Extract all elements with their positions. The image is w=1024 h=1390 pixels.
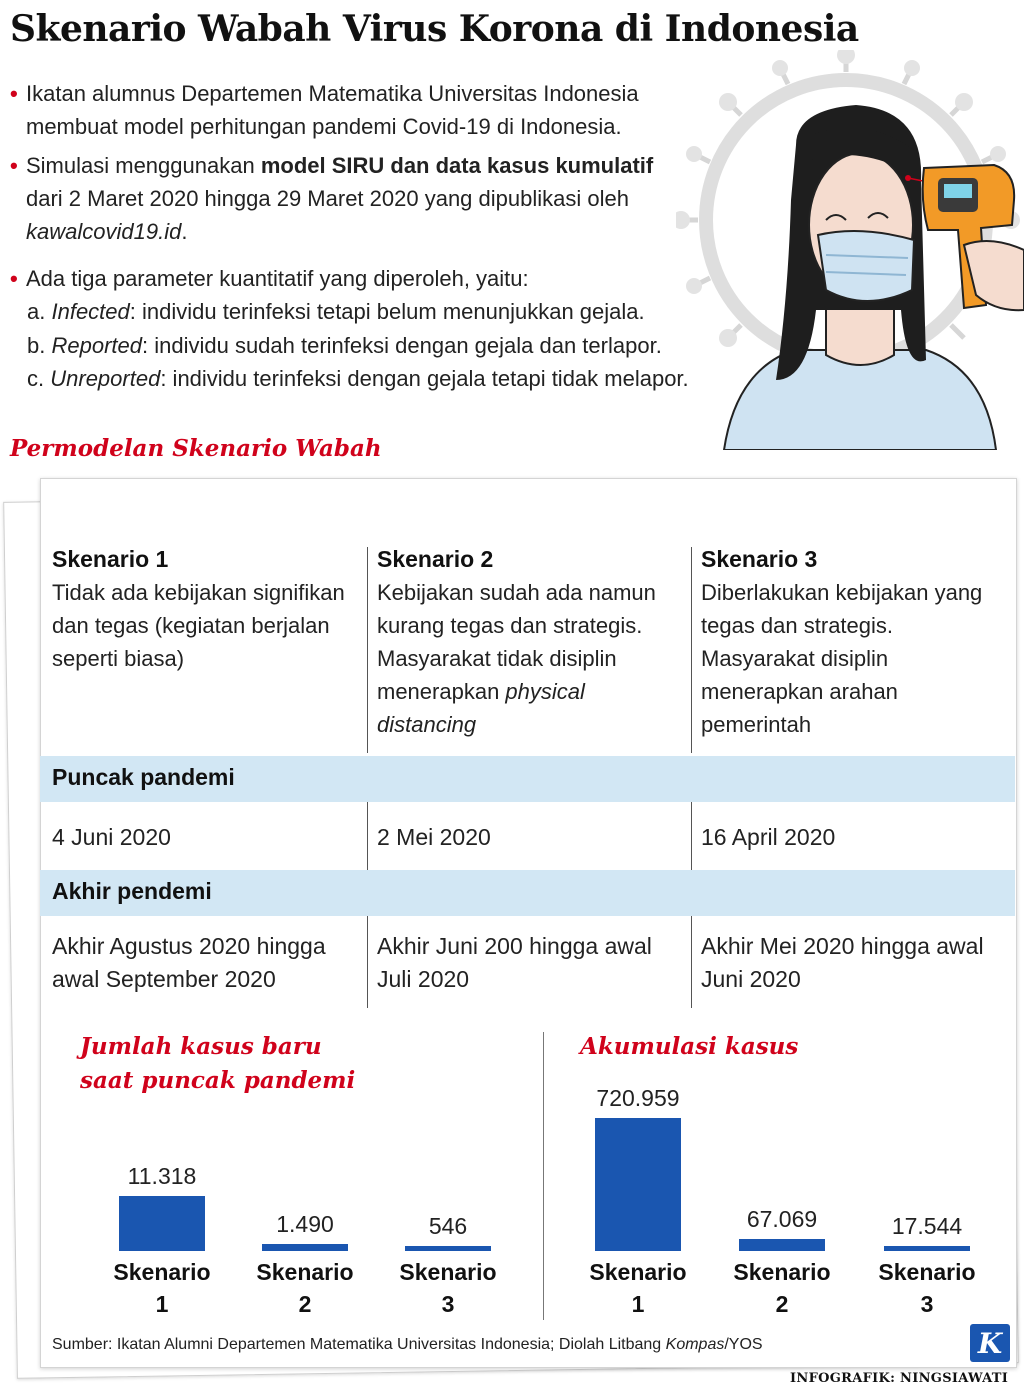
woman-thermometer-illustration (676, 50, 1024, 450)
chart-1-category-label-1: Skenario 1 (113, 1259, 211, 1317)
intro-bullet-3-text: Ada tiga parameter kuantitatif yang diperoleh, yaitu: (26, 266, 529, 291)
param-term: Unreported (50, 366, 161, 391)
column-divider (367, 802, 368, 870)
chart-2-category-label-2: Skenario 2 (733, 1259, 831, 1317)
source-suffix: /YOS (724, 1336, 763, 1353)
param-desc: : individu terinfeksi dengan gejala tetapi tidak melapor. (160, 366, 689, 391)
intro-bullet-2-post: dari 2 Maret 2020 hingga 29 Maret 2020 yang dipublikasi oleh (26, 186, 629, 211)
chart-divider (543, 1032, 544, 1320)
section-heading: Permodelan Skenario Wabah (10, 435, 382, 462)
intro-bullet-2-bold: model SIRU dan data kasus kumulatif (260, 153, 654, 178)
scenario-2-desc (377, 576, 682, 741)
scenario-3-desc: Diberlakukan kebijakan yang tegas dan strategis. Masyarakat disiplin menerapkan arahan pemerintah (701, 580, 983, 737)
column-divider (367, 547, 368, 753)
chart-2-title: Akumulasi kasus (580, 1033, 799, 1060)
chart-2-category-label-3: Skenario 3 (878, 1259, 976, 1317)
scenario-3-title: Skenario 3 (701, 546, 818, 572)
column-divider (691, 547, 692, 753)
chart-2-value-label-1: 720.959 (596, 1085, 680, 1111)
bullet-dot: • (10, 81, 18, 106)
scenario-3-end: Akhir Mei 2020 hingga awal Juni 2020 (701, 933, 984, 992)
source-text: Sumber: Ikatan Alumni Departemen Matematika Universitas Indonesia; Diolah Litbang (52, 1336, 666, 1353)
chart-1-value-label-2: 1.490 (276, 1211, 334, 1237)
kompas-logo (970, 1324, 1010, 1362)
page-title: Skenario Wabah Virus Korona di Indonesia (10, 8, 859, 50)
scenario-2-desc-italic: physical distancing (377, 679, 585, 737)
end-row-label: Akhir pendemi (52, 878, 212, 904)
scenario-2-title: Skenario 2 (377, 546, 494, 572)
scenario-1-desc: Tidak ada kebijakan signifikan dan tegas (kegiatan berjalan seperti biasa) (52, 580, 345, 671)
param-term: Infected (51, 299, 130, 324)
woman-figure (724, 105, 996, 450)
param-desc: : individu terinfeksi tetapi belum menunjukkan gejala. (129, 299, 645, 324)
chart-2-value-label-2: 67.069 (746, 1206, 818, 1232)
peak-row-band (40, 756, 1015, 802)
intro-bullet-2-end: . (181, 219, 188, 244)
scenario-3-peak: 16 April 2020 (701, 824, 836, 850)
source-note (52, 1336, 763, 1354)
param-letter: a. (27, 299, 46, 324)
scenario-1-peak: 4 Juni 2020 (52, 824, 171, 850)
scenario-1-end: Akhir Agustus 2020 hingga awal September 2020 (52, 933, 326, 992)
param-item (27, 295, 645, 328)
column-divider (367, 916, 368, 1008)
intro-bullet-2-pre: Simulasi menggunakan (26, 153, 261, 178)
scenario-2-peak: 2 Mei 2020 (377, 824, 491, 850)
source-italic: Kompas (665, 1336, 725, 1353)
chart-2-category-label-1: Skenario 1 (589, 1259, 687, 1317)
end-row-band (40, 870, 1015, 916)
column-divider (691, 802, 692, 870)
peak-row-label: Puncak pandemi (52, 764, 235, 790)
chart-1-category-label-2: Skenario 2 (256, 1259, 354, 1317)
param-letter: b. (27, 333, 46, 358)
column-divider (691, 916, 692, 1008)
intro-bullet-1-text: Ikatan alumnus Departemen Matematika Universitas Indonesia membuat model perhitungan pandemi Covid-19 di Indonesia. (26, 81, 639, 139)
intro-bullet-2-italic: kawalcovid19.id (26, 219, 182, 244)
chart-1-category-label-3: Skenario 3 (399, 1259, 497, 1317)
param-term: Reported (51, 333, 142, 358)
chart-1-title: Jumlah kasus baru saat puncak pandemi (80, 1033, 356, 1094)
infographic-credit: INFOGRAFIK: NINGSIAWATI (790, 1371, 1009, 1386)
chart-1-value-label-3: 546 (428, 1213, 468, 1239)
bullet-dot: • (10, 153, 18, 178)
scenario-1-title: Skenario 1 (52, 546, 169, 572)
thermometer-gun-icon (923, 165, 1024, 310)
param-item (27, 362, 689, 395)
chart-1-value-label-1: 11.318 (127, 1163, 197, 1189)
scenario-2-end: Akhir Juni 200 hingga awal Juli 2020 (377, 933, 652, 992)
intro-bullet-2 (10, 149, 680, 248)
param-desc: : individu sudah terinfeksi dengan gejala dan terlapor. (142, 333, 662, 358)
scenario-2-desc-text: Kebijakan sudah ada namun kurang tegas dan strategis. Masyarakat tidak disiplin menerapkan (377, 580, 656, 704)
intro-bullet-3 (10, 262, 670, 295)
intro-bullet-1 (10, 77, 670, 143)
param-item (27, 329, 662, 362)
kompas-logo-letter: K (977, 1327, 1003, 1360)
param-letter: c. (27, 366, 45, 391)
bullet-dot: • (10, 266, 18, 291)
chart-2-value-label-3: 17.544 (891, 1213, 963, 1239)
